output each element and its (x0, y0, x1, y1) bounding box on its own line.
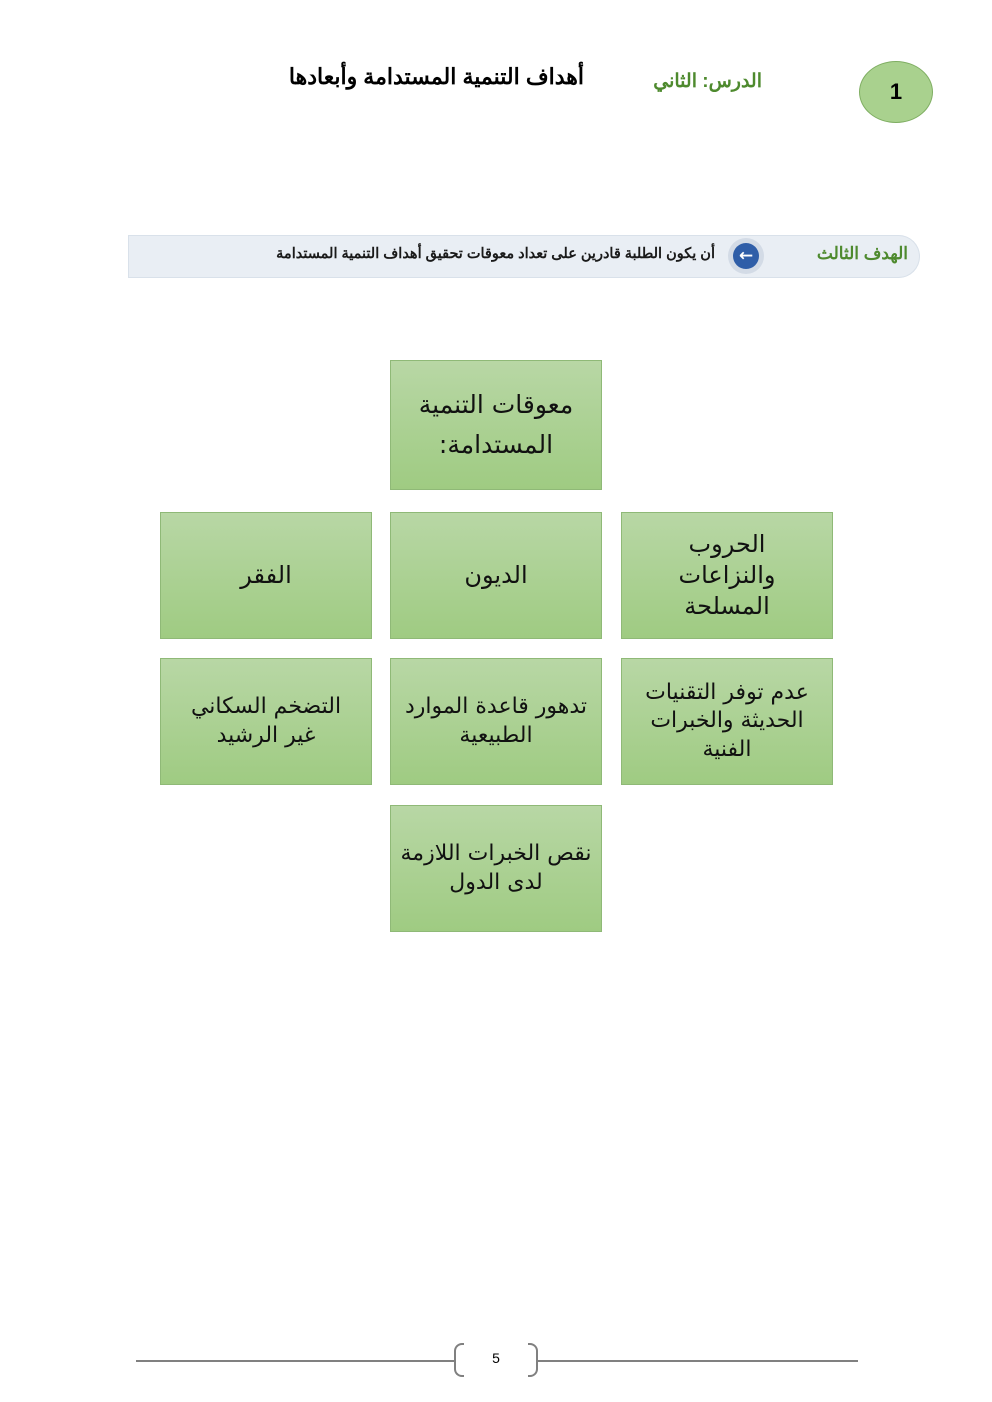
footer-rule-right (538, 1360, 858, 1362)
lesson-label: الدرس: الثاني (653, 71, 762, 92)
obstacle-label: الديون (464, 560, 528, 589)
right-brace (528, 1343, 538, 1377)
footer-rule-left (136, 1360, 454, 1362)
diagram-heading-box (390, 360, 602, 490)
obstacle-box (621, 512, 833, 639)
page-title: أهداف التنمية المستدامة وأبعادها (288, 64, 584, 89)
objective-label: الهدف الثالث (816, 244, 908, 263)
obstacle-box (160, 512, 372, 639)
lesson-number-badge (859, 61, 933, 123)
obstacle-box (390, 512, 602, 639)
diagram-heading: معوقات التنمية المستدامة: (418, 390, 574, 459)
lesson-number: 1 (889, 79, 903, 104)
obstacle-label: الحروب والنزاعات المسلحة (678, 529, 776, 621)
obstacle-label: الفقر (240, 560, 292, 589)
obstacle-label: عدم توفر التقنيات الحديثة والخبرات الفنية (645, 679, 809, 762)
page-number: 5 (492, 1350, 500, 1366)
obstacle-box (390, 805, 602, 932)
obstacle-box (160, 658, 372, 785)
obstacle-label: التضخم السكاني غير الرشيد (190, 693, 342, 748)
obstacle-label: نقص الخبرات اللازمة لدى الدول (400, 840, 592, 895)
objective-banner (128, 235, 920, 278)
left-brace (454, 1343, 464, 1377)
obstacle-box (390, 658, 602, 785)
obstacle-box (621, 658, 833, 785)
objective-text: أن يكون الطلبة قادرين على تعداد معوقات تحقيق أهداف التنمية المستدامة (276, 246, 715, 262)
obstacle-label: تدهور قاعدة الموارد الطبيعية (404, 693, 588, 748)
arrow-left-circle-icon: ← (728, 238, 764, 274)
